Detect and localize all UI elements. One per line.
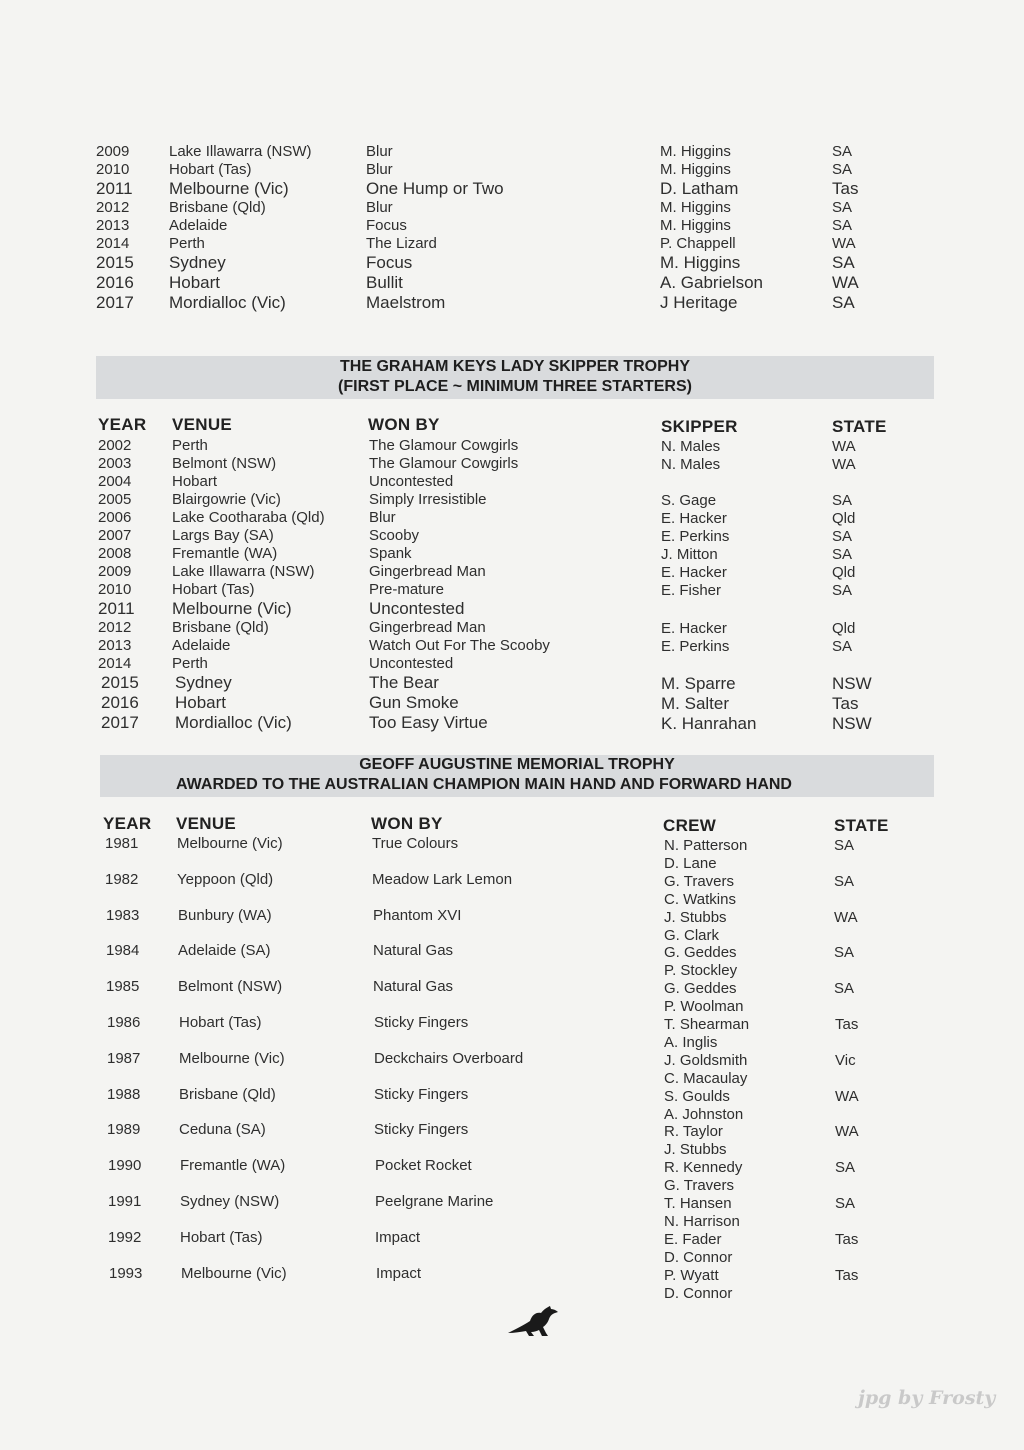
header-crew: CREW	[663, 816, 717, 835]
table-row	[0, 437, 1024, 455]
cell-skipper: P. Chappell	[660, 235, 736, 252]
cell-won-by: Peelgrane Marine	[375, 1192, 494, 1210]
cell-skipper: E. Hacker	[661, 510, 727, 527]
table-row	[0, 273, 1024, 293]
cell-state: Qld	[832, 510, 856, 527]
cell-state: SA	[834, 944, 855, 962]
cell-state: SA	[832, 217, 853, 234]
cell-venue: Adelaide	[169, 217, 228, 234]
cell-won-by: The Bear	[369, 673, 439, 692]
cell-venue: Bunbury (WA)	[178, 906, 272, 924]
cell-skipper: M. Higgins	[660, 143, 731, 160]
cell-year: 2014	[98, 655, 132, 672]
table-row	[0, 527, 1024, 545]
cell-state: Qld	[832, 620, 856, 637]
cell-won-by: Meadow Lark Lemon	[372, 870, 513, 888]
cell-venue: Lake Illawarra (NSW)	[172, 563, 315, 580]
cell-venue: Lake Illawarra (NSW)	[169, 143, 312, 160]
cell-crew-forward: D. Connor	[664, 1284, 733, 1302]
cell-won-by: Focus	[366, 253, 413, 272]
cell-skipper: E. Fisher	[661, 582, 722, 599]
section-continued-table	[0, 143, 1024, 313]
table-row	[0, 835, 1024, 871]
table-row	[0, 143, 1024, 161]
cell-venue: Melbourne (Vic)	[177, 835, 283, 852]
cell-year: 2012	[96, 199, 130, 216]
cell-year: 2017	[96, 293, 134, 312]
cell-state: Tas	[832, 179, 859, 198]
cell-year: 2005	[98, 491, 132, 508]
cell-year: 2002	[98, 437, 132, 454]
cell-state: SA	[832, 143, 853, 160]
cell-won-by: Gingerbread Man	[369, 563, 486, 580]
table-row	[0, 491, 1024, 509]
cell-crew-forward: D. Connor	[664, 1248, 733, 1266]
cell-venue: Hobart	[169, 273, 221, 292]
cell-crew-forward: P. Woolman	[664, 998, 744, 1016]
cell-skipper: J. Mitton	[661, 546, 718, 563]
cell-year: 1992	[108, 1228, 142, 1246]
header-skipper: SKIPPER	[661, 417, 738, 436]
cell-state: Tas	[835, 1266, 859, 1284]
cell-skipper: N. Males	[661, 438, 721, 455]
cell-skipper: M. Higgins	[660, 199, 731, 216]
cell-year: 1983	[106, 906, 140, 924]
cell-crew-main: T. Hansen	[664, 1194, 732, 1212]
cell-won-by: Blur	[369, 509, 396, 526]
cell-crew-main: J. Stubbs	[664, 908, 727, 926]
table-row	[0, 545, 1024, 563]
cell-year: 1985	[106, 978, 140, 996]
cell-won-by: Gun Smoke	[369, 693, 459, 712]
table-row	[0, 217, 1024, 235]
cell-year: 1982	[105, 870, 139, 888]
cell-venue: Ceduna (SA)	[179, 1121, 266, 1139]
cell-crew-forward: N. Harrison	[664, 1212, 740, 1230]
cell-won-by: Simply Irresistible	[369, 491, 487, 508]
cell-venue: Belmont (NSW)	[172, 455, 277, 472]
table-row	[0, 619, 1024, 637]
cell-won-by: The Glamour Cowgirls	[369, 455, 519, 472]
banner-subtitle: AWARDED TO THE AUSTRALIAN CHAMPION MAIN HAND AND FORWARD HAND	[176, 776, 792, 793]
cell-won-by: Bullit	[366, 273, 403, 292]
cell-state: SA	[832, 492, 853, 509]
cell-won-by: Natural Gas	[373, 978, 454, 996]
cell-venue: Perth	[169, 235, 205, 252]
header-state: STATE	[832, 417, 887, 436]
cell-won-by: Focus	[366, 217, 407, 234]
cell-venue: Fremantle (WA)	[172, 545, 278, 562]
cell-venue: Perth	[172, 437, 208, 454]
cell-year: 1981	[105, 835, 139, 852]
cell-state: SA	[834, 980, 855, 998]
cell-skipper: A. Gabrielson	[660, 273, 763, 292]
cell-year: 2006	[98, 509, 132, 526]
cell-state: Vic	[835, 1051, 856, 1069]
section-lady-skipper-table	[0, 416, 1024, 733]
cell-venue: Sydney	[175, 673, 232, 692]
cell-won-by: Spank	[369, 545, 412, 562]
lady-skipper-trophy-banner	[96, 356, 934, 399]
cell-crew-forward: C. Watkins	[664, 890, 736, 908]
cell-crew-forward: J. Stubbs	[664, 1141, 727, 1159]
kangaroo-icon	[506, 1303, 560, 1339]
cell-skipper: E. Hacker	[661, 620, 727, 637]
cell-venue: Hobart (Tas)	[180, 1228, 263, 1246]
cell-state: WA	[835, 1123, 859, 1141]
table-row	[0, 581, 1024, 599]
cell-won-by: Sticky Fingers	[374, 1013, 469, 1031]
cell-skipper: M. Higgins	[660, 161, 731, 178]
cell-state: WA	[832, 438, 856, 455]
cell-venue: Fremantle (WA)	[180, 1157, 286, 1175]
cell-year: 2015	[96, 253, 134, 272]
table-row	[0, 293, 1024, 313]
cell-year: 1986	[107, 1013, 141, 1031]
cell-state: SA	[832, 253, 855, 272]
header-year: YEAR	[103, 814, 152, 833]
cell-won-by: Impact	[376, 1264, 422, 1282]
cell-skipper: M. Salter	[661, 694, 730, 713]
cell-venue: Melbourne (Vic)	[181, 1264, 287, 1282]
cell-won-by: Impact	[375, 1228, 421, 1246]
cell-won-by: Too Easy Virtue	[369, 713, 488, 732]
cell-venue: Hobart (Tas)	[172, 581, 255, 598]
cell-venue: Mordialloc (Vic)	[175, 713, 292, 732]
banner-title: GEOFF AUGUSTINE MEMORIAL TROPHY	[359, 756, 675, 773]
cell-year: 2014	[96, 235, 130, 252]
table-header	[0, 416, 1024, 437]
cell-state: WA	[834, 908, 858, 926]
cell-venue: Sydney (NSW)	[180, 1192, 280, 1210]
cell-venue: Blairgowrie (Vic)	[172, 491, 281, 508]
table-row	[0, 1014, 1024, 1050]
cell-year: 2008	[98, 545, 132, 562]
cell-state: SA	[832, 199, 853, 216]
cell-state: Tas	[835, 1015, 859, 1033]
cell-year: 2015	[101, 673, 139, 692]
cell-crew-forward: D. Lane	[664, 855, 717, 872]
cell-crew-forward: G. Clark	[664, 926, 720, 944]
cell-venue: Brisbane (Qld)	[169, 199, 266, 216]
cell-crew-main: R. Kennedy	[664, 1159, 743, 1177]
cell-won-by: Pre-mature	[369, 581, 445, 598]
cell-crew-forward: A. Johnston	[664, 1105, 744, 1123]
cell-state: SA	[832, 582, 853, 599]
cell-won-by: The Lizard	[366, 235, 437, 252]
cell-year: 2010	[96, 161, 130, 178]
cell-year: 1987	[107, 1049, 141, 1067]
cell-year: 2017	[101, 713, 139, 732]
table-row	[0, 235, 1024, 253]
cell-venue: Sydney	[169, 253, 226, 272]
cell-skipper: K. Hanrahan	[661, 714, 757, 733]
cell-skipper: E. Perkins	[661, 528, 730, 545]
cell-state: WA	[832, 273, 859, 292]
cell-venue: Melbourne (Vic)	[169, 179, 289, 198]
cell-venue: Hobart	[175, 693, 227, 712]
cell-year: 2011	[96, 179, 133, 198]
cell-won-by: Sticky Fingers	[374, 1121, 469, 1139]
cell-won-by: Gingerbread Man	[369, 619, 486, 636]
cell-won-by: Maelstrom	[366, 293, 446, 312]
cell-crew-main: T. Shearman	[664, 1015, 750, 1033]
cell-won-by: Scooby	[369, 527, 420, 544]
cell-state: SA	[835, 1159, 856, 1177]
cell-year: 2016	[96, 273, 134, 292]
cell-venue: Brisbane (Qld)	[172, 619, 269, 636]
cell-crew-main: G. Travers	[664, 872, 735, 890]
cell-venue: Brisbane (Qld)	[179, 1085, 276, 1103]
cell-skipper: E. Hacker	[661, 564, 727, 581]
cell-year: 1988	[107, 1085, 141, 1103]
cell-venue: Lake Cootharaba (Qld)	[172, 509, 325, 526]
cell-won-by: Uncontested	[369, 473, 454, 490]
table-row	[0, 713, 1024, 733]
cell-crew-main: G. Geddes	[664, 980, 737, 998]
cell-won-by: Uncontested	[369, 655, 454, 672]
banner-title: THE GRAHAM KEYS LADY SKIPPER TROPHY	[340, 358, 690, 375]
table-row	[0, 655, 1024, 673]
cell-year: 2013	[98, 637, 132, 654]
cell-won-by: Pocket Rocket	[375, 1157, 472, 1175]
cell-won-by: One Hump or Two	[366, 179, 504, 198]
cell-crew-main: R. Taylor	[664, 1123, 723, 1141]
cell-state: NSW	[832, 714, 872, 733]
cell-skipper: E. Perkins	[661, 638, 730, 655]
cell-year: 1993	[109, 1264, 143, 1282]
cell-year: 2009	[96, 143, 130, 160]
table-row	[0, 693, 1024, 713]
table-row	[0, 563, 1024, 581]
table-header	[0, 815, 1024, 835]
cell-crew-main: E. Fader	[664, 1230, 722, 1248]
cell-year: 2016	[101, 693, 139, 712]
table-row	[0, 1121, 1024, 1157]
cell-venue: Melbourne (Vic)	[179, 1049, 285, 1067]
cell-skipper: N. Males	[661, 456, 721, 473]
table-row	[0, 1086, 1024, 1122]
header-year: YEAR	[98, 415, 147, 434]
cell-year: 2013	[96, 217, 130, 234]
cell-state: SA	[832, 546, 853, 563]
cell-won-by: Blur	[366, 161, 393, 178]
cell-skipper: M. Higgins	[660, 217, 731, 234]
banner-subtitle: (FIRST PLACE ~ MINIMUM THREE STARTERS)	[338, 378, 692, 395]
cell-won-by: Blur	[366, 199, 393, 216]
cell-crew-main: J. Goldsmith	[664, 1051, 748, 1069]
cell-state: SA	[832, 638, 853, 655]
table-row	[0, 455, 1024, 473]
cell-won-by: True Colours	[372, 835, 459, 852]
table-row	[0, 637, 1024, 655]
cell-crew-forward: G. Travers	[664, 1177, 735, 1195]
cell-crew-forward: C. Macaulay	[664, 1069, 748, 1087]
cell-won-by: Phantom XVI	[373, 906, 462, 924]
cell-skipper: M. Higgins	[660, 253, 741, 272]
cell-crew-main: N. Patterson	[664, 837, 748, 854]
watermark: jpg by Frosty	[858, 1387, 996, 1409]
table-row	[0, 1050, 1024, 1086]
table-row	[0, 1193, 1024, 1229]
header-won-by: WON BY	[368, 415, 440, 434]
cell-won-by: Watch Out For The Scooby	[369, 637, 550, 654]
cell-venue: Hobart (Tas)	[179, 1013, 262, 1031]
cell-venue: Perth	[172, 655, 208, 672]
cell-crew-main: P. Wyatt	[664, 1266, 719, 1284]
table-row	[0, 942, 1024, 978]
cell-venue: Mordialloc (Vic)	[169, 293, 286, 312]
cell-state: SA	[832, 528, 853, 545]
cell-won-by: Natural Gas	[373, 942, 454, 960]
cell-state: SA	[835, 1194, 856, 1212]
cell-venue: Largs Bay (SA)	[172, 527, 274, 544]
cell-won-by: Sticky Fingers	[374, 1085, 469, 1103]
cell-won-by: Deckchairs Overboard	[374, 1049, 524, 1067]
cell-venue: Yeppoon (Qld)	[177, 870, 274, 888]
table-row	[0, 871, 1024, 907]
cell-state: NSW	[832, 674, 872, 693]
cell-year: 1991	[108, 1192, 142, 1210]
cell-won-by: Blur	[366, 143, 393, 160]
cell-year: 1990	[108, 1157, 142, 1175]
cell-year: 2012	[98, 619, 132, 636]
cell-state: WA	[835, 1087, 859, 1105]
table-row	[0, 1157, 1024, 1193]
table-row	[0, 253, 1024, 273]
cell-year: 1989	[107, 1121, 141, 1139]
cell-crew-main: S. Goulds	[664, 1087, 730, 1105]
header-venue: VENUE	[176, 814, 237, 833]
cell-year: 2009	[98, 563, 132, 580]
cell-crew-main: G. Geddes	[664, 944, 737, 962]
cell-state: Tas	[835, 1230, 859, 1248]
header-won-by: WON BY	[371, 814, 443, 833]
cell-state: WA	[832, 456, 856, 473]
cell-skipper: M. Sparre	[661, 674, 736, 693]
cell-state: SA	[832, 161, 853, 178]
cell-year: 2003	[98, 455, 132, 472]
cell-crew-forward: P. Stockley	[664, 962, 738, 980]
table-row	[0, 907, 1024, 943]
table-row	[0, 1229, 1024, 1265]
table-row	[0, 473, 1024, 491]
table-row	[0, 199, 1024, 217]
cell-state: WA	[832, 235, 856, 252]
cell-state: SA	[832, 293, 855, 312]
cell-state: SA	[834, 872, 855, 890]
table-row	[0, 509, 1024, 527]
table-row	[0, 161, 1024, 179]
cell-year: 2010	[98, 581, 132, 598]
cell-skipper: J Heritage	[660, 293, 738, 312]
cell-venue: Hobart	[172, 473, 218, 490]
table-row	[0, 1265, 1024, 1301]
cell-crew-forward: A. Inglis	[664, 1033, 718, 1051]
cell-state: Qld	[832, 564, 856, 581]
cell-state: Tas	[832, 694, 859, 713]
cell-venue: Melbourne (Vic)	[172, 599, 292, 618]
cell-year: 2007	[98, 527, 132, 544]
table-row	[0, 599, 1024, 619]
cell-venue: Adelaide	[172, 637, 231, 654]
cell-won-by: The Glamour Cowgirls	[369, 437, 519, 454]
cell-year: 2004	[98, 473, 132, 490]
cell-year: 2011	[98, 599, 135, 618]
header-state: STATE	[834, 816, 889, 835]
cell-year: 1984	[106, 942, 140, 960]
table-row	[0, 978, 1024, 1014]
cell-state: SA	[834, 837, 855, 854]
table-row	[0, 179, 1024, 199]
cell-venue: Adelaide (SA)	[178, 942, 271, 960]
cell-skipper: D. Latham	[660, 179, 739, 198]
cell-skipper: S. Gage	[661, 492, 717, 509]
cell-venue: Belmont (NSW)	[178, 978, 283, 996]
cell-won-by: Uncontested	[369, 599, 465, 618]
header-venue: VENUE	[172, 415, 233, 434]
cell-venue: Hobart (Tas)	[169, 161, 252, 178]
geoff-augustine-trophy-banner	[100, 755, 934, 797]
section-memorial-trophy-table	[0, 815, 1024, 1300]
table-row	[0, 673, 1024, 693]
